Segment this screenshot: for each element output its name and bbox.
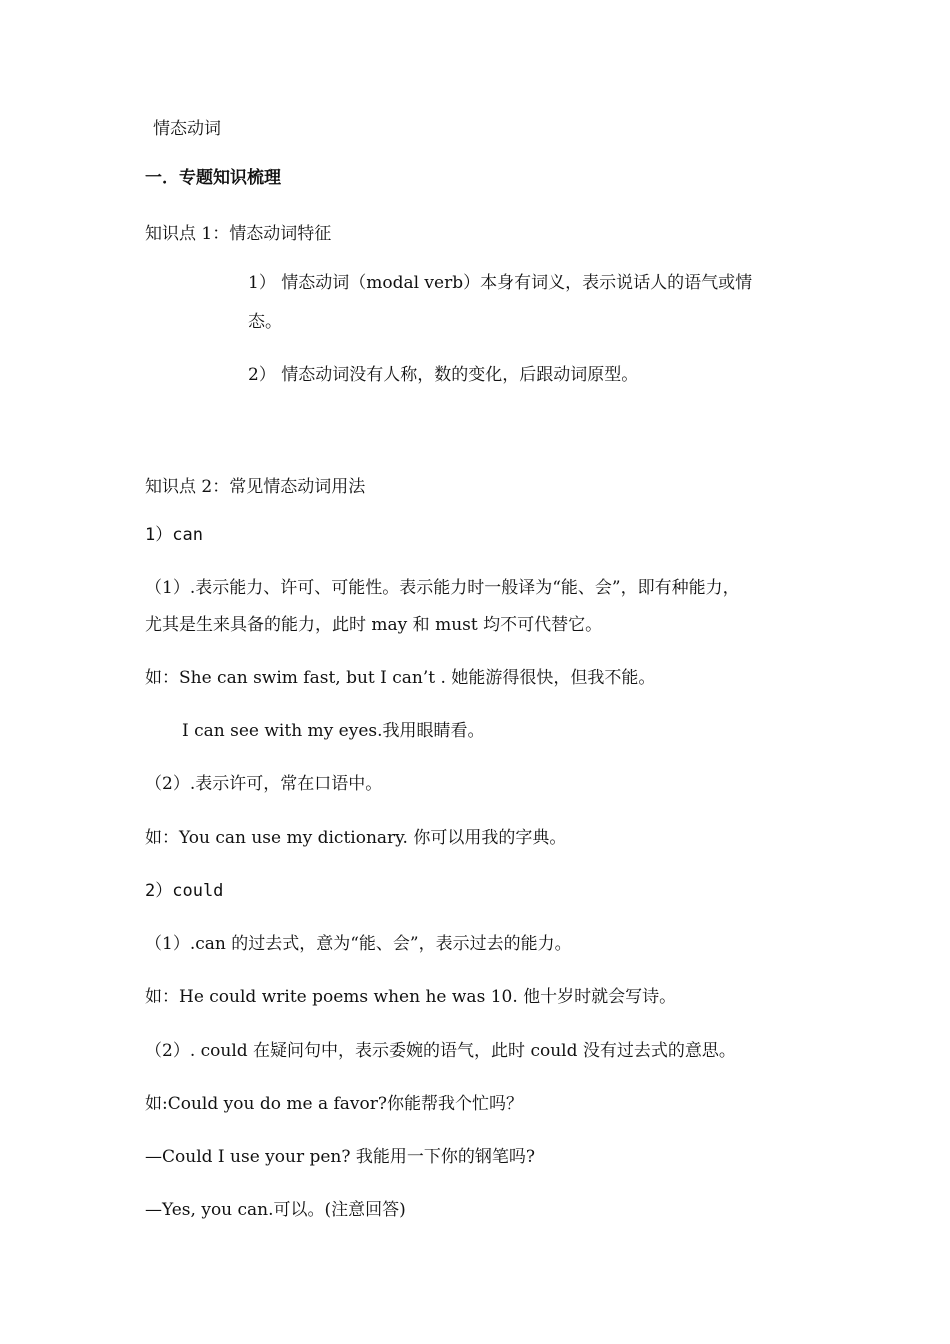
point1-item1-line1: 1） 情态动词（modal verb）本身有词义，表示说话人的语气或情 (248, 273, 753, 293)
document-title: 情态动词 (153, 119, 221, 139)
point1-item2: 2） 情态动词没有人称，数的变化，后跟动词原型。 (248, 365, 639, 385)
point2-heading: 知识点 2：常见情态动词用法 (145, 477, 366, 497)
could-label: 2）could (145, 881, 224, 901)
could-example1: 如：He could write poems when he was 10. 他十岁时就会写诗。 (145, 987, 677, 1007)
can-example2: I can see with my eyes.我用眼睛看。 (182, 721, 485, 741)
can-use2: （2）.表示许可，常在口语中。 (145, 774, 383, 794)
can-label: 1）can (145, 525, 203, 545)
could-example4: —Yes, you can.可以。(注意回答) (145, 1200, 406, 1220)
could-example2: 如:Could you do me a favor?你能帮我个忙吗？ (145, 1094, 523, 1114)
could-use2: （2）. could 在疑问句中，表示委婉的语气，此时 could 没有过去式的意思。 (145, 1041, 736, 1061)
can-example3: 如：You can use my dictionary. 你可以用我的字典。 (145, 828, 567, 848)
point1-heading: 知识点 1：情态动词特征 (145, 224, 332, 244)
section-heading: 一．专题知识梳理 (145, 168, 281, 188)
could-use1: （1）.can 的过去式，意为“能、会”，表示过去的能力。 (145, 934, 572, 954)
can-use1-line2: 尤其是生来具备的能力，此时 may 和 must 均不可代替它。 (145, 615, 603, 635)
can-use1-line1: （1）.表示能力、许可、可能性。表示能力时一般译为“能、会”，即有种能力， (145, 578, 740, 598)
can-example1: 如：She can swim fast, but I can’t . 她能游得很快，但我不能。 (145, 668, 656, 688)
could-example3: —Could I use your pen? 我能用一下你的钢笔吗? (145, 1147, 536, 1167)
point1-item1-line2: 态。 (248, 312, 282, 332)
